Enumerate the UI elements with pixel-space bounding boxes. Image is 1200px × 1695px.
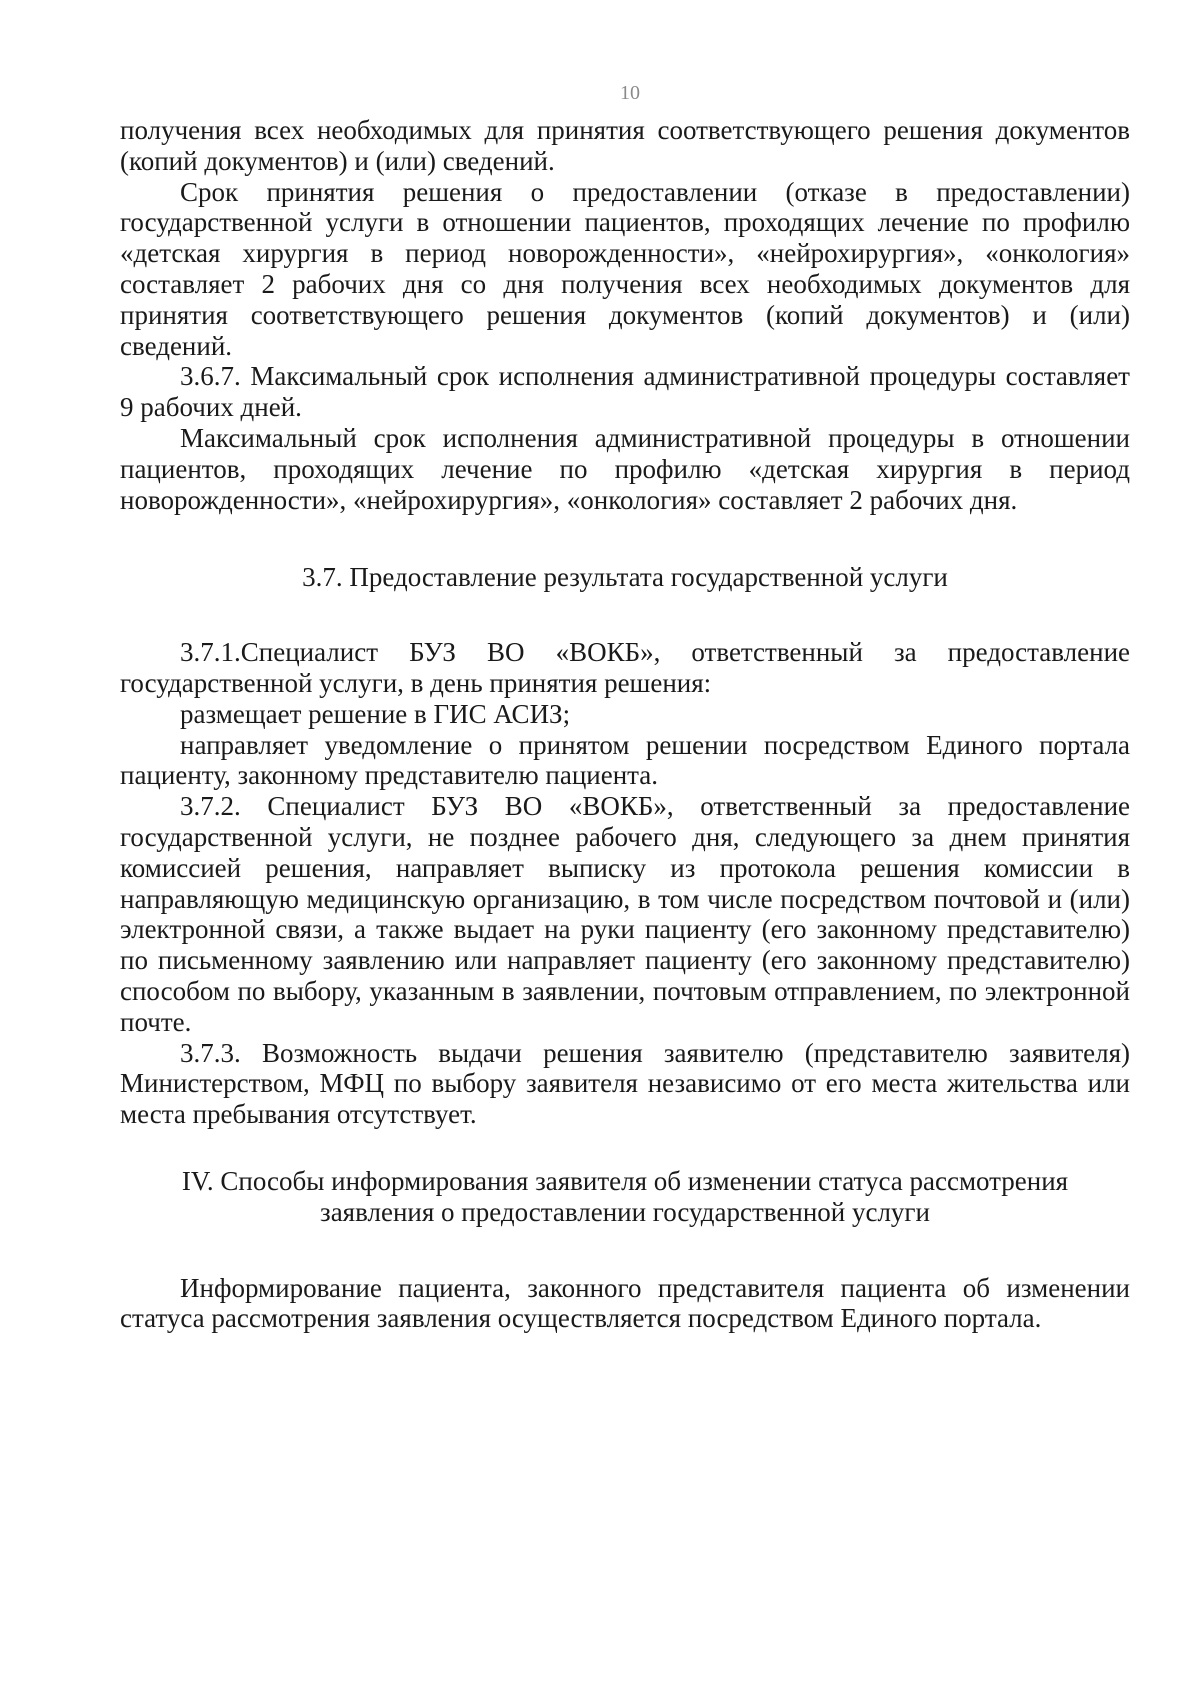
- section-heading-iv-text: IV. Способы информирования заявителя об изменении статуса рассмотрения заявления о предоставлении государственной услуги: [181, 1165, 1069, 1227]
- page-number: 10: [620, 82, 640, 104]
- section-heading-iv: [120, 1166, 1130, 1228]
- paragraph-3-6-7: 3.6.7. Максимальный срок исполнения административной процедуры составляет 9 рабочих дней.: [120, 361, 1130, 423]
- section-heading-3-7: [120, 562, 1130, 593]
- section-heading-3-7-text: 3.7. Предоставление результата государственной услуги: [302, 562, 948, 593]
- paragraph-3-7-1: 3.7.1.Специалист БУЗ ВО «ВОКБ», ответственный за предоставление государственной услуги, в день принятия решения:: [120, 637, 1130, 698]
- document-body: [120, 115, 1130, 1334]
- paragraph-decision-term: Срок принятия решения о предоставлении (отказе в предоставлении) государственной услуги в отношении пациентов, проходящих лечение по профилю «детская хирургия в период новорожденности», «нейрохирургия», «онкология» составляет 2 рабочих дня со дня получения всех необходимых документов для принятия соответствующего решения документов (копий документов) и (или) сведений.: [120, 176, 1130, 361]
- paragraph-max-term: Максимальный срок исполнения административной процедуры в отношении пациентов, проходящих лечение по профилю «детская хирургия в период новорожденности», «нейрохирургия», «онкология» составляет 2 рабочих дня.: [120, 422, 1130, 515]
- paragraph-3-7-2: 3.7.2. Специалист БУЗ ВО «ВОКБ», ответственный за предоставление государственной услуги, не позднее рабочего дня, следующего за днем принятия комиссией решения, направляет выписку из протокола решения комиссии в направляющую медицинскую организацию, в том числе посредством почтовой и (или) электронной связи, а также выдает на руки пациенту (его законному представителю) по письменному заявлению или направляет пациенту (его законному представителю) способом по выбору, указанным в заявлении, почтовым отправлением, по электронной почте.: [120, 791, 1130, 1037]
- paragraph-sends-notice: направляет уведомление о принятом решении посредством Единого портала пациенту, законному представителю пациента.: [120, 729, 1130, 791]
- paragraph-informing: Информирование пациента, законного представителя пациента об изменении статуса рассмотрения заявления осуществляется посредством Единого портала.: [120, 1272, 1130, 1334]
- paragraph-places-decision: размещает решение в ГИС АСИЗ;: [180, 698, 571, 729]
- paragraph-continuation: получения всех необходимых для принятия соответствующего решения документов (копий документов) и (или) сведений.: [120, 115, 1130, 176]
- paragraph-3-7-3: 3.7.3. Возможность выдачи решения заявителю (представителю заявителя) Министерством, МФЦ по выбору заявителя независимо от его места жительства или места пребывания отсутствует.: [120, 1037, 1130, 1130]
